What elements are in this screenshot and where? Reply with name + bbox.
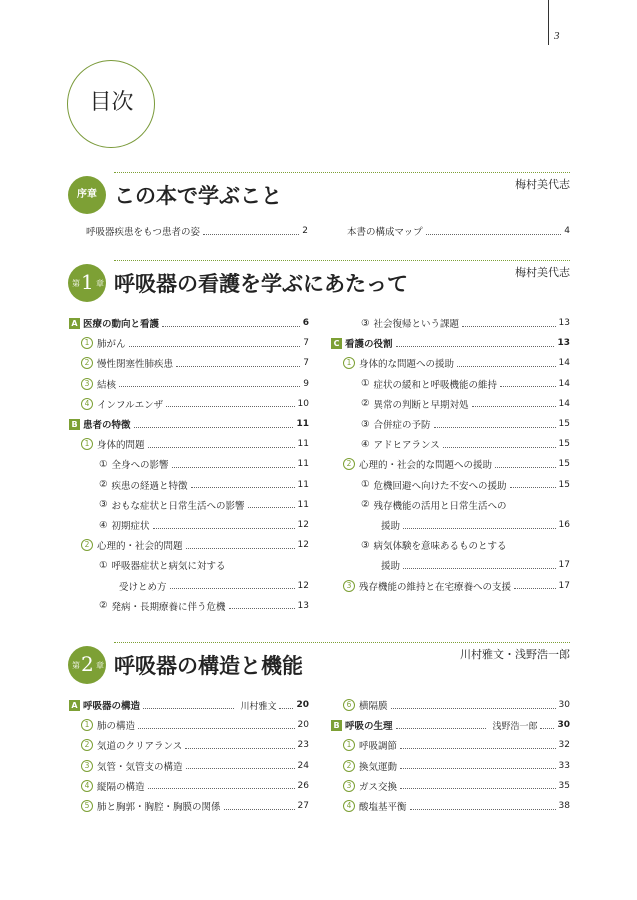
leader-dots <box>400 782 556 789</box>
leader-dots <box>203 228 299 235</box>
section-marker: A <box>69 318 80 329</box>
item-marker: ① <box>99 559 108 571</box>
toc-entry[interactable] <box>361 316 570 330</box>
entry-page: 17 <box>558 560 570 571</box>
entry-label: 呼吸器症状と病気に対する <box>111 561 226 573</box>
entry-page: 15 <box>558 419 570 429</box>
toc-entry[interactable] <box>343 356 570 370</box>
chapter2-badge <box>68 646 106 684</box>
entry-label: 身体的問題 <box>97 440 145 452</box>
entry-label: 気道のクリアランス <box>97 741 183 753</box>
entry-label: 呼吸調節 <box>359 741 398 753</box>
toc-entry[interactable] <box>361 478 570 492</box>
toc-entry[interactable] <box>343 799 570 813</box>
leader-dots <box>472 400 556 407</box>
leader-dots <box>191 481 295 488</box>
chapter2-header <box>68 646 570 686</box>
item-marker: ① <box>361 378 370 390</box>
leader-dots <box>457 360 556 367</box>
subsection-marker: 3 <box>343 780 355 792</box>
leader-dots <box>462 320 556 327</box>
subsection-marker: 3 <box>81 760 93 772</box>
entry-label: 肺がん <box>97 339 126 351</box>
entry-label: 発病・長期療養に伴う危機 <box>111 601 226 613</box>
entry-page: 11 <box>297 479 309 490</box>
prelude-badge: 序章 <box>68 176 106 214</box>
entry-label: インフルエンザ <box>97 399 164 411</box>
toc-entry[interactable] <box>119 579 309 593</box>
toc-entry[interactable] <box>99 478 309 492</box>
toc-entry[interactable] <box>361 397 570 411</box>
prelude-title: この本で学ぶこと <box>114 184 282 208</box>
toc-entry[interactable] <box>99 599 309 613</box>
toc-entry[interactable] <box>81 336 309 350</box>
toc-entry[interactable] <box>81 779 309 793</box>
entry-label: 初期症状 <box>111 521 150 532</box>
leader-dots <box>134 421 294 428</box>
leader-dots <box>185 742 294 749</box>
entry-page: 13 <box>297 600 309 611</box>
item-marker: ② <box>361 499 370 511</box>
toc-entry[interactable] <box>81 397 309 411</box>
leader-dots <box>443 441 556 448</box>
subsection-marker: 2 <box>343 458 355 470</box>
entry-label: 換気運動 <box>359 761 398 773</box>
leader-dots <box>396 340 555 347</box>
entry-label: 危機回避へ向けた不安への援助 <box>373 480 507 492</box>
item-marker: ④ <box>99 519 108 531</box>
entry-label: 症状の緩和と呼吸機能の維持 <box>373 379 498 391</box>
entry-label: 援助 <box>381 561 401 573</box>
leader-dots <box>426 228 562 235</box>
subsection-marker: 3 <box>343 580 355 592</box>
toc-entry[interactable] <box>343 779 570 793</box>
entry-label: 疾患の経過と特徴 <box>111 480 188 492</box>
entry-page: 13 <box>558 318 570 328</box>
item-marker: ② <box>99 479 108 491</box>
toc-entry[interactable] <box>343 738 570 752</box>
entry-label: 呼吸器の構造 <box>83 701 141 712</box>
item-marker: ① <box>99 458 108 470</box>
entry-page: 26 <box>297 780 309 791</box>
entry-label: 慢性閉塞性肺疾患 <box>97 359 174 371</box>
entry-page: 30 <box>557 720 570 731</box>
toc-entry[interactable] <box>343 579 570 593</box>
subsection-marker: 4 <box>81 398 93 410</box>
toc-section[interactable] <box>69 316 309 330</box>
chapter1-badge <box>68 264 106 302</box>
entry-author: 川村雅文 <box>240 701 277 712</box>
prelude-author: 梅村美代志 <box>515 178 570 191</box>
entry-page: 12 <box>297 520 309 530</box>
entry-label: 酸塩基平衡 <box>359 802 407 813</box>
badge-number: 2 <box>81 652 94 676</box>
toc-entry[interactable] <box>81 799 309 813</box>
prelude-header <box>68 176 570 216</box>
section-marker: A <box>69 700 80 711</box>
leader-dots <box>500 380 556 387</box>
entry-label: 残存機能の維持と在宅療養への支援 <box>359 581 512 593</box>
leader-dots <box>400 742 556 749</box>
entry-page: 30 <box>558 700 570 710</box>
chapter1-author: 梅村美代志 <box>515 266 570 279</box>
entry-label: 患者の特徴 <box>83 420 131 431</box>
badge-prefix: 第 <box>72 661 80 670</box>
entry-label: 残存機能の活用と日常生活への <box>373 500 507 512</box>
toc-entry[interactable] <box>361 437 570 451</box>
subsection-marker: 4 <box>81 780 93 792</box>
chapter1-title: 呼吸器の看護を学ぶにあたって <box>114 272 408 296</box>
badge-suffix: 章 <box>96 279 104 288</box>
page-number: 3 <box>554 30 560 42</box>
subsection-marker: 1 <box>81 719 93 731</box>
leader-dots <box>176 360 300 367</box>
leader-dots <box>129 340 301 347</box>
item-marker: ④ <box>361 438 370 450</box>
subsection-marker: 2 <box>81 739 93 751</box>
badge-number: 1 <box>81 270 94 294</box>
leader-dots <box>162 320 300 327</box>
entry-page: 9 <box>303 378 309 389</box>
section-marker: B <box>69 419 80 430</box>
toc-entry[interactable] <box>81 377 309 391</box>
toc-entry[interactable] <box>361 377 570 391</box>
badge-prefix: 第 <box>72 279 80 288</box>
entry-label: 異常の判断と早期対処 <box>373 399 469 411</box>
entry-label: 社会復帰という課題 <box>373 319 460 330</box>
entry-page: 24 <box>297 760 309 771</box>
entry-page: 4 <box>564 226 570 236</box>
toc-entry[interactable] <box>81 718 309 732</box>
page-edge-line <box>548 0 549 45</box>
entry-label: ガス交換 <box>359 781 398 793</box>
leader-dots <box>170 582 295 589</box>
entry-label: 気管・気管支の構造 <box>97 761 183 773</box>
chapter-divider <box>114 260 570 261</box>
entry-page: 10 <box>297 398 309 409</box>
toc-entry[interactable] <box>381 518 570 532</box>
entry-label: 医療の動向と看護 <box>83 319 160 330</box>
leader-dots <box>403 562 556 569</box>
entry-page: 7 <box>303 358 309 369</box>
entry-page: 15 <box>558 479 570 490</box>
entry-page: 23 <box>297 740 309 751</box>
entry-label: 身体的な問題への援助 <box>359 359 455 371</box>
toc-section[interactable] <box>331 718 570 732</box>
leader-dots <box>279 702 293 709</box>
entry-author: 浅野浩一郎 <box>492 721 538 732</box>
entry-page: 12 <box>297 580 309 591</box>
entry-label: 呼吸の生理 <box>345 721 393 733</box>
entry-page: 2 <box>302 226 308 236</box>
entry-label: おもな症状と日常生活への影響 <box>111 500 245 512</box>
entry-label: 結核 <box>97 379 117 391</box>
subsection-marker: 3 <box>81 378 93 390</box>
leader-dots <box>153 522 295 529</box>
item-marker: ② <box>361 398 370 410</box>
item-marker: ③ <box>361 418 370 430</box>
entry-label: 本書の構成マップ <box>347 227 423 238</box>
subsection-marker: 1 <box>81 438 93 450</box>
entry-page: 11 <box>297 459 309 470</box>
chapter2-author: 川村雅文・浅野浩一郎 <box>460 648 570 661</box>
entry-page: 16 <box>558 520 570 530</box>
toc-section[interactable] <box>69 698 309 712</box>
toc-section[interactable] <box>331 336 570 350</box>
chapter1-header <box>68 264 570 304</box>
entry-label: 合併症の予防 <box>373 420 431 431</box>
toc-entry[interactable] <box>99 558 309 572</box>
entry-page: 14 <box>558 398 570 409</box>
subsection-marker: 2 <box>81 357 93 369</box>
subsection-marker: 1 <box>343 739 355 751</box>
entry-page: 20 <box>296 700 309 710</box>
entry-page: 15 <box>558 459 570 470</box>
entry-page: 13 <box>557 338 570 349</box>
item-marker: ② <box>99 600 108 612</box>
toc-entry[interactable] <box>99 498 309 512</box>
toc-entry[interactable] <box>361 498 570 512</box>
subsection-marker: 1 <box>81 337 93 349</box>
toc-entry[interactable] <box>81 538 309 552</box>
toc-entry[interactable] <box>81 738 309 752</box>
leader-dots <box>148 782 295 789</box>
entry-label: 病気体験を意味あるものとする <box>373 541 507 553</box>
entry-page: 33 <box>558 760 570 771</box>
entry-label: 看護の役割 <box>345 339 393 351</box>
leader-dots <box>434 421 556 428</box>
entry-page: 32 <box>558 740 570 751</box>
toc-entry[interactable] <box>361 417 570 431</box>
entry-page: 35 <box>558 780 570 791</box>
entry-label: 全身への影響 <box>111 460 169 472</box>
entry-label: 援助 <box>381 521 401 532</box>
entry-page: 20 <box>297 720 309 731</box>
badge-suffix: 章 <box>96 661 104 670</box>
entry-page: 7 <box>303 338 309 349</box>
leader-dots <box>396 722 487 729</box>
toc-entry[interactable] <box>343 759 570 773</box>
leader-dots <box>391 702 556 709</box>
entry-page: 27 <box>297 801 309 811</box>
toc-entry[interactable] <box>81 356 309 370</box>
entry-page: 14 <box>558 378 570 389</box>
leader-dots <box>400 762 556 769</box>
leader-dots <box>495 461 556 468</box>
item-marker: ③ <box>99 499 108 511</box>
entry-label: 呼吸器疾患をもつ患者の姿 <box>86 227 201 238</box>
entry-page: 11 <box>296 419 309 429</box>
subsection-marker: 1 <box>343 357 355 369</box>
section-marker: C <box>331 338 342 349</box>
subsection-marker: 2 <box>81 539 93 551</box>
chapter-divider <box>114 172 570 173</box>
leader-dots <box>403 522 556 529</box>
toc-entry[interactable] <box>347 224 570 238</box>
leader-dots <box>148 441 295 448</box>
leader-dots <box>166 400 294 407</box>
entry-label: 横隔膜 <box>359 701 388 712</box>
chapter2-title: 呼吸器の構造と機能 <box>114 654 303 678</box>
entry-label: 肺の構造 <box>97 721 136 733</box>
toc-entry[interactable] <box>99 457 309 471</box>
entry-page: 14 <box>558 358 570 369</box>
section-marker: B <box>331 720 342 731</box>
leader-dots <box>186 762 295 769</box>
entry-label: 肺と胸郭・胸腔・胸膜の関係 <box>97 802 221 813</box>
leader-dots <box>138 722 295 729</box>
subsection-marker: 4 <box>343 800 355 812</box>
toc-entry[interactable] <box>86 224 308 238</box>
entry-label: 縦隔の構造 <box>97 781 145 793</box>
leader-dots <box>224 803 295 810</box>
toc-entry[interactable] <box>81 437 309 451</box>
subsection-marker: 2 <box>343 760 355 772</box>
leader-dots <box>119 380 300 387</box>
toc-entry[interactable] <box>99 518 309 532</box>
entry-page: 11 <box>297 439 309 450</box>
leader-dots <box>143 702 234 709</box>
item-marker: ③ <box>361 317 370 329</box>
entry-label: 受けとめ方 <box>119 581 167 593</box>
entry-label: 心理的・社会的な問題への援助 <box>359 460 493 472</box>
entry-page: 6 <box>302 318 309 328</box>
leader-dots <box>172 461 295 468</box>
toc-entry[interactable] <box>361 538 570 552</box>
entry-label: アドヒアランス <box>373 440 440 452</box>
chapter-divider <box>114 642 570 643</box>
leader-dots <box>248 501 295 508</box>
toc-entry[interactable] <box>81 759 309 773</box>
toc-entry[interactable] <box>381 558 570 572</box>
item-marker: ① <box>361 479 370 491</box>
page-heading: 目次 <box>89 90 134 115</box>
leader-dots <box>410 803 556 810</box>
entry-page: 38 <box>558 801 570 811</box>
entry-page: 17 <box>558 580 570 591</box>
entry-page: 11 <box>297 499 309 510</box>
leader-dots <box>540 722 554 729</box>
toc-entry[interactable] <box>343 698 570 712</box>
leader-dots <box>510 481 556 488</box>
entry-label: 心理的・社会的問題 <box>97 541 183 553</box>
entry-page: 15 <box>558 439 570 450</box>
subsection-marker: 5 <box>81 800 93 812</box>
leader-dots <box>229 602 295 609</box>
toc-entry[interactable] <box>343 457 570 471</box>
leader-dots <box>514 582 556 589</box>
toc-section[interactable] <box>69 417 309 431</box>
leader-dots <box>186 542 295 549</box>
item-marker: ③ <box>361 539 370 551</box>
entry-page: 12 <box>297 540 309 551</box>
subsection-marker: 6 <box>343 699 355 711</box>
